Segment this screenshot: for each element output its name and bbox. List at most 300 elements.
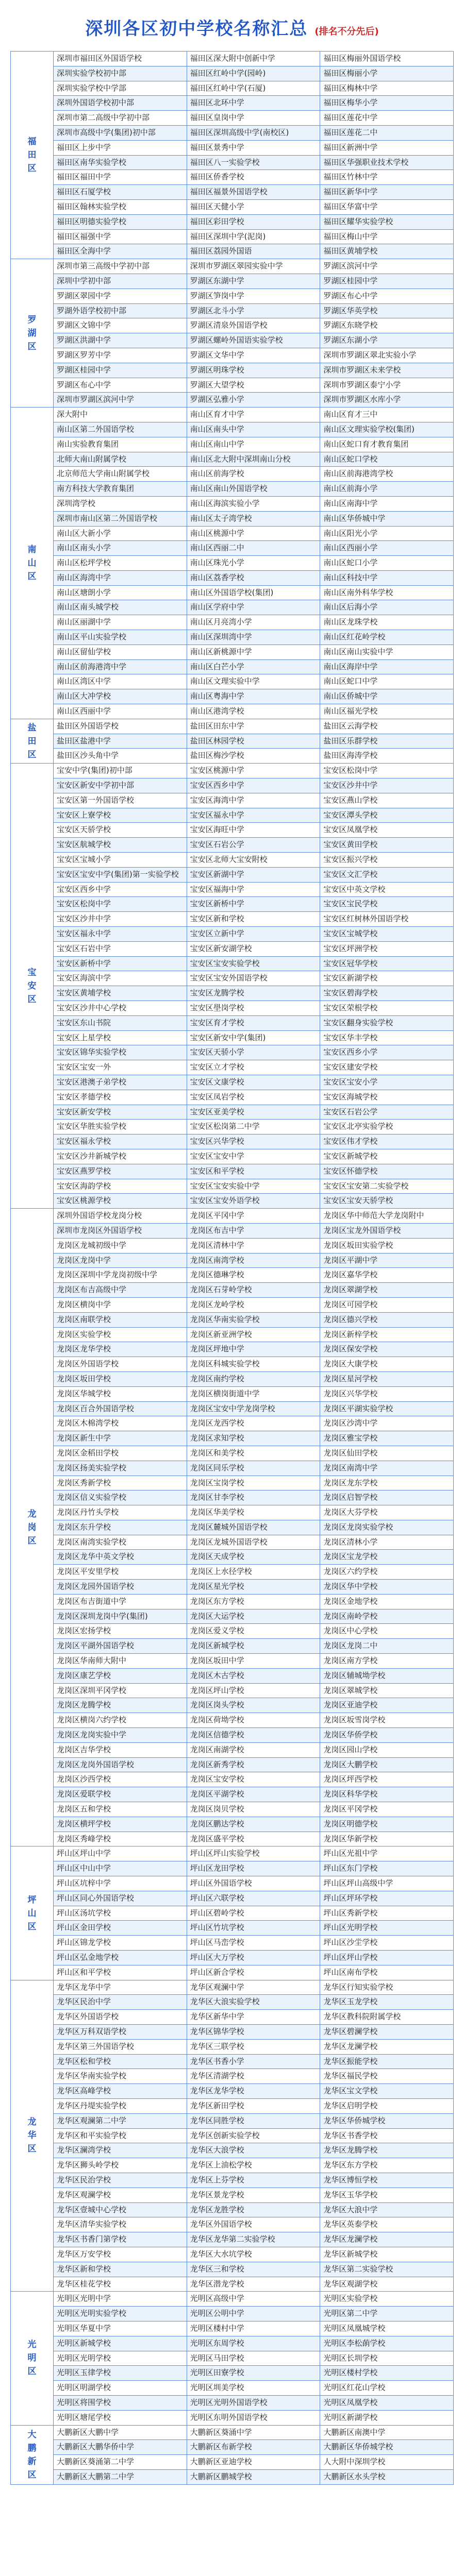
table-row bbox=[11, 2247, 454, 2262]
school-cell: 龙华区大浪学校 bbox=[187, 2143, 320, 2158]
school-cell: 南山区阳光小学 bbox=[320, 526, 454, 541]
school-cell: 龙岗区和美学校 bbox=[187, 1446, 320, 1461]
table-row bbox=[11, 823, 454, 838]
school-cell: 南山区前海港湾学校 bbox=[320, 467, 454, 482]
table-row bbox=[11, 2410, 454, 2425]
table-row bbox=[11, 793, 454, 808]
school-cell: 宝安区港澳子弟学校 bbox=[54, 1075, 187, 1090]
school-cell: 龙华区大浪中学 bbox=[320, 2202, 454, 2217]
table-row bbox=[11, 1327, 454, 1342]
school-cell: 南方科技大学教育集团 bbox=[54, 482, 187, 497]
school-cell: 龙华区玉龙学校 bbox=[320, 1995, 454, 2010]
table-row bbox=[11, 2469, 454, 2484]
school-cell: 龙岗区平冈学校 bbox=[320, 1802, 454, 1817]
table-row bbox=[11, 1565, 454, 1580]
school-cell: 宝安区亚美学校 bbox=[187, 1105, 320, 1120]
table-row bbox=[11, 897, 454, 912]
table-row bbox=[11, 2455, 454, 2470]
school-cell: 龙岗区星河学校 bbox=[320, 1371, 454, 1386]
school-cell: 龙岗区南约学校 bbox=[187, 1371, 320, 1386]
school-cell: 龙岗区大康学校 bbox=[320, 1357, 454, 1372]
school-cell: 龙岗区同乐学校 bbox=[187, 1461, 320, 1476]
school-cell: 福田区福景外国语学校 bbox=[187, 185, 320, 200]
school-cell: 龙华区观澜学校 bbox=[54, 2188, 187, 2202]
table-row bbox=[11, 437, 454, 452]
table-row bbox=[11, 2084, 454, 2099]
school-cell: 宝安区宝安外语学校 bbox=[187, 1194, 320, 1209]
school-cell: 坪山区大万学校 bbox=[187, 1951, 320, 1965]
school-cell: 坪山区新合学校 bbox=[187, 1965, 320, 1980]
school-cell: 龙岗区亚迪学校 bbox=[320, 1698, 454, 1713]
school-cell: 龙岗区翠湖学校 bbox=[320, 1283, 454, 1298]
school-cell: 龙岗区宝岗学校 bbox=[187, 1476, 320, 1490]
table-row bbox=[11, 2292, 454, 2307]
school-cell: 龙华区龙腾学校 bbox=[320, 2143, 454, 2158]
school-cell: 龙岗区宏扬学校 bbox=[54, 1624, 187, 1639]
table-row bbox=[11, 1921, 454, 1936]
school-cell: 大鹏新区亚迪学校 bbox=[187, 2455, 320, 2470]
school-cell: 龙岗区吉华学校 bbox=[54, 1742, 187, 1757]
school-cell: 龙华区教科院附属学校 bbox=[320, 2010, 454, 2025]
school-cell: 宝安区北师大宝安附校 bbox=[187, 853, 320, 868]
school-cell: 南山区留仙学校 bbox=[54, 645, 187, 659]
school-cell: 罗湖区笋岗中学 bbox=[187, 289, 320, 303]
school-cell: 宝安中学(集团)初中部 bbox=[54, 764, 187, 778]
table-row bbox=[11, 2173, 454, 2188]
school-cell: 坪山区六联学校 bbox=[187, 1891, 320, 1906]
school-cell: 福田区深圳中学(泥岗) bbox=[187, 229, 320, 244]
table-row bbox=[11, 808, 454, 823]
table-row bbox=[11, 630, 454, 645]
table-row bbox=[11, 2395, 454, 2410]
table-row bbox=[11, 704, 454, 719]
school-cell: 宝安区宝安天骄学校 bbox=[320, 1194, 454, 1209]
table-row bbox=[11, 1030, 454, 1045]
school-cell: 龙华区大水坑学校 bbox=[187, 2247, 320, 2262]
school-cell: 龙岗区龙腾学校 bbox=[54, 1698, 187, 1713]
school-cell: 龙岗区麓城外国语学校 bbox=[187, 1520, 320, 1535]
school-cell: 龙华区新田学校 bbox=[187, 2098, 320, 2113]
school-cell: 南山区南头小学 bbox=[54, 541, 187, 556]
school-cell: 深圳市福田区外国语学校 bbox=[54, 52, 187, 66]
table-row bbox=[11, 1268, 454, 1283]
school-cell: 坪山区沙坣学校 bbox=[320, 1936, 454, 1951]
school-cell: 龙岗区兴华学校 bbox=[320, 1386, 454, 1401]
table-row bbox=[11, 719, 454, 734]
school-cell: 盐田区海涛学校 bbox=[320, 749, 454, 764]
school-cell: 龙岗区石芽岭学校 bbox=[187, 1283, 320, 1298]
school-cell: 宝安区沙井新城学校 bbox=[54, 1149, 187, 1164]
school-cell: 龙华区书香门第学校 bbox=[54, 2232, 187, 2247]
school-cell: 龙华区三联学校 bbox=[187, 2039, 320, 2054]
school-cell: 光明区新城学校 bbox=[54, 2336, 187, 2351]
school-cell: 龙岗区深圳龙岗中学(集团) bbox=[54, 1609, 187, 1624]
school-cell: 宝安区上星学校 bbox=[54, 1030, 187, 1045]
school-cell: 龙岗区布吉街道中学 bbox=[54, 1594, 187, 1609]
school-cell: 福田区梅丽小学 bbox=[320, 66, 454, 81]
school-cell: 宝安区建安学校 bbox=[320, 1060, 454, 1075]
school-cell: 南山区文理实验中学 bbox=[187, 674, 320, 689]
school-cell: 龙岗区龙城外国语学校 bbox=[187, 1535, 320, 1550]
school-cell: 宝安区立才学校 bbox=[187, 1060, 320, 1075]
table-row bbox=[11, 941, 454, 956]
school-cell: 深圳市罗湖区翠北实验小学 bbox=[320, 348, 454, 363]
school-cell: 光明区凤凰学校 bbox=[320, 2395, 454, 2410]
school-cell: 龙岗区平湖学校 bbox=[187, 1787, 320, 1802]
school-cell: 南山区南头城学校 bbox=[54, 600, 187, 615]
school-cell: 宝安区坪洲学校 bbox=[320, 941, 454, 956]
district-label: 宝 安 区 bbox=[11, 764, 54, 1209]
school-cell: 深圳市高级中学(集团)初中部 bbox=[54, 125, 187, 140]
table-row bbox=[11, 1787, 454, 1802]
district-label: 坪 山 区 bbox=[11, 1846, 54, 1980]
school-cell: 罗湖外语学校初中部 bbox=[54, 303, 187, 318]
school-cell: 龙岗区龙西学校 bbox=[187, 1416, 320, 1431]
school-cell: 宝安区新安学校 bbox=[54, 1105, 187, 1120]
school-cell: 罗湖区明珠学校 bbox=[187, 363, 320, 378]
school-cell: 宝安区新湖中学 bbox=[187, 867, 320, 882]
table-row bbox=[11, 1060, 454, 1075]
school-cell: 罗湖区翠园中学 bbox=[54, 289, 187, 303]
school-cell: 福田区新洲中学 bbox=[320, 140, 454, 155]
school-cell: 光明区高级中学 bbox=[187, 2292, 320, 2307]
school-cell: 福田区黄埔学校 bbox=[320, 244, 454, 259]
school-cell: 宝安区宝安外国语学校 bbox=[187, 971, 320, 986]
school-cell: 宝安区文汇学校 bbox=[320, 867, 454, 882]
school-cell: 宝安区天骄小学 bbox=[187, 1045, 320, 1060]
school-cell: 宝安区潭头学校 bbox=[320, 808, 454, 823]
school-cell: 宝安区松岗中学 bbox=[54, 897, 187, 912]
school-cell: 龙岗区岗头学校 bbox=[187, 1698, 320, 1713]
table-row bbox=[11, 1654, 454, 1669]
school-cell: 福田区红岭中学(园岭) bbox=[187, 66, 320, 81]
table-row bbox=[11, 2217, 454, 2232]
table-row bbox=[11, 1194, 454, 1209]
district-label: 大 鹏 新 区 bbox=[11, 2425, 54, 2484]
school-cell: 宝安区燕山学校 bbox=[320, 793, 454, 808]
table-row bbox=[11, 2321, 454, 2336]
table-row bbox=[11, 1505, 454, 1520]
school-cell: 龙岗区木古学校 bbox=[187, 1668, 320, 1683]
school-cell: 宝安区孝德学校 bbox=[54, 1090, 187, 1105]
school-cell: 宝安区福永学校 bbox=[54, 1134, 187, 1149]
district-label: 南 山 区 bbox=[11, 408, 54, 719]
school-cell: 宝安区龙腾学校 bbox=[187, 986, 320, 1001]
school-cell: 龙岗区仙田学校 bbox=[320, 1446, 454, 1461]
district-label: 盐 田 区 bbox=[11, 719, 54, 763]
school-cell: 龙岗区求知学校 bbox=[187, 1431, 320, 1446]
table-row bbox=[11, 1550, 454, 1565]
school-cell: 龙华区第二实验学校 bbox=[320, 2262, 454, 2277]
school-cell: 福田区南华实验学校 bbox=[54, 155, 187, 170]
school-cell: 坪山区光明学校 bbox=[320, 1921, 454, 1936]
school-cell: 龙华区新城学校 bbox=[320, 2247, 454, 2262]
school-cell: 光明区圳美学校 bbox=[187, 2381, 320, 2396]
school-cell: 南山区大冲学校 bbox=[54, 689, 187, 704]
school-cell: 龙岗区龙岗实验学校 bbox=[320, 1520, 454, 1535]
school-cell: 宝安区北亭实验学校 bbox=[320, 1120, 454, 1134]
school-cell: 龙华区新和学校 bbox=[54, 2262, 187, 2277]
table-row bbox=[11, 408, 454, 422]
school-cell: 宝安区天骄学校 bbox=[54, 823, 187, 838]
school-cell: 宝安区宝安小学 bbox=[320, 1075, 454, 1090]
school-cell: 宝安区新桥中学 bbox=[187, 897, 320, 912]
district-label: 龙 华 区 bbox=[11, 1980, 54, 2292]
school-cell: 龙岗区华城学校 bbox=[54, 1386, 187, 1401]
school-cell: 深圳外国语学校龙岗分校 bbox=[54, 1209, 187, 1224]
school-cell: 光明区田寮学校 bbox=[187, 2366, 320, 2381]
school-cell: 罗湖区大望学校 bbox=[187, 378, 320, 393]
school-cell: 南山区松坪学校 bbox=[54, 556, 187, 571]
school-cell: 宝安区新和学校 bbox=[187, 912, 320, 927]
table-row bbox=[11, 1416, 454, 1431]
school-cell: 龙华区清华实验学校 bbox=[54, 2217, 187, 2232]
school-cell: 坪山区坑梓中学 bbox=[54, 1876, 187, 1891]
table-row bbox=[11, 1149, 454, 1164]
school-cell: 龙岗区南湾中学 bbox=[320, 1461, 454, 1476]
school-cell: 龙华区华南实验学校 bbox=[54, 2069, 187, 2084]
school-cell: 南山区西丽小学 bbox=[320, 541, 454, 556]
school-cell: 宝安区壆岗学校 bbox=[187, 1001, 320, 1016]
school-cell: 光明区光明中学 bbox=[54, 2292, 187, 2307]
school-cell: 宝安区东山书院 bbox=[54, 1015, 187, 1030]
school-cell: 光明区华夏中学 bbox=[54, 2321, 187, 2336]
table-row bbox=[11, 111, 454, 126]
school-cell: 深圳市龙岗区外国语学校 bbox=[54, 1223, 187, 1238]
school-cell: 龙华区碧澜学校 bbox=[320, 2024, 454, 2039]
school-cell: 光明区公明中学 bbox=[187, 2307, 320, 2321]
school-cell: 福田区莲花中学 bbox=[320, 111, 454, 126]
school-cell: 罗湖区布心中学 bbox=[320, 289, 454, 303]
table-row bbox=[11, 1357, 454, 1372]
school-cell: 福田区华强职业技术学校 bbox=[320, 155, 454, 170]
school-cell: 南山区蛇口学校 bbox=[320, 452, 454, 467]
school-cell: 龙岗区百合外国语学校 bbox=[54, 1401, 187, 1416]
school-cell: 宝安区新城学校 bbox=[320, 1149, 454, 1164]
school-cell: 光明区玉律学校 bbox=[54, 2366, 187, 2381]
district-label: 福 田 区 bbox=[11, 52, 54, 259]
school-cell: 罗湖区东晓学校 bbox=[320, 318, 454, 333]
school-cell: 龙岗区坂田中学 bbox=[187, 1654, 320, 1669]
table-row bbox=[11, 333, 454, 348]
school-table bbox=[10, 51, 454, 2485]
school-cell: 光明区红花山学校 bbox=[320, 2381, 454, 2396]
school-cell: 龙华区第三外国语学校 bbox=[54, 2039, 187, 2054]
school-cell: 龙岗区爱义学校 bbox=[187, 1624, 320, 1639]
school-cell: 宝安区西乡中学 bbox=[187, 778, 320, 793]
school-cell: 福田区福田中学 bbox=[54, 170, 187, 185]
table-row bbox=[11, 1772, 454, 1787]
school-cell: 南山区蛇口育才教育集团 bbox=[320, 437, 454, 452]
school-cell: 光明区将围学校 bbox=[54, 2395, 187, 2410]
school-cell: 深圳中学初中部 bbox=[54, 274, 187, 289]
school-cell: 南山区荔香学校 bbox=[187, 570, 320, 585]
school-cell: 光明区马田学校 bbox=[187, 2351, 320, 2366]
school-cell: 南山区珠光小学 bbox=[187, 556, 320, 571]
school-cell: 龙岗区德兴学校 bbox=[320, 1312, 454, 1327]
school-cell: 罗湖区滨河中学 bbox=[320, 259, 454, 274]
table-row bbox=[11, 1683, 454, 1698]
school-cell: 宝安区中英文学校 bbox=[320, 882, 454, 897]
school-cell: 龙岗区金稻田学校 bbox=[54, 1446, 187, 1461]
table-row bbox=[11, 1312, 454, 1327]
table-row bbox=[11, 749, 454, 764]
table-row bbox=[11, 764, 454, 778]
school-cell: 宝安区新安湖学校 bbox=[187, 941, 320, 956]
school-cell: 福田区彩田学校 bbox=[187, 214, 320, 229]
table-row bbox=[11, 2232, 454, 2247]
school-cell: 深圳市罗湖区泰宁小学 bbox=[320, 378, 454, 393]
table-row bbox=[11, 2024, 454, 2039]
table-row bbox=[11, 853, 454, 868]
school-cell: 南山区海岸中学 bbox=[320, 659, 454, 674]
page-title: 深圳各区初中学校名称汇总 bbox=[85, 19, 308, 39]
school-cell: 罗湖区桂园中学 bbox=[54, 363, 187, 378]
school-cell: 龙华区锦华学校 bbox=[187, 2024, 320, 2039]
school-cell: 福田区耀华实验学校 bbox=[320, 214, 454, 229]
school-cell: 南山区深圳湾中学 bbox=[187, 630, 320, 645]
table-row bbox=[11, 1580, 454, 1595]
school-cell: 龙华区行知实验学校 bbox=[320, 1980, 454, 1995]
table-row bbox=[11, 1179, 454, 1194]
school-cell: 南山区海滨实验小学 bbox=[187, 496, 320, 511]
school-cell: 福田区翰林实验学校 bbox=[54, 199, 187, 214]
school-cell: 龙华区外国语学校 bbox=[187, 2217, 320, 2232]
table-row bbox=[11, 867, 454, 882]
school-cell: 宝安区航城学校 bbox=[54, 838, 187, 853]
school-cell: 龙岗区沙西学校 bbox=[54, 1772, 187, 1787]
school-cell: 龙岗区平湖中学 bbox=[320, 1253, 454, 1268]
table-row bbox=[11, 2425, 454, 2440]
school-cell: 龙岗区龙岗外国语学校 bbox=[54, 1757, 187, 1772]
table-row bbox=[11, 1476, 454, 1490]
school-cell: 龙华区观澜中学 bbox=[187, 1980, 320, 1995]
school-cell: 大鹏新区布新学校 bbox=[187, 2440, 320, 2455]
table-row bbox=[11, 927, 454, 942]
school-cell: 深圳市罗湖区滨河中学 bbox=[54, 393, 187, 408]
school-cell: 宝安区海韵学校 bbox=[54, 1179, 187, 1194]
school-cell: 龙岗区龙岭学校 bbox=[187, 1297, 320, 1312]
district-label: 龙 岗 区 bbox=[11, 1209, 54, 1846]
table-row bbox=[11, 393, 454, 408]
school-cell: 南山区科技中学 bbox=[320, 570, 454, 585]
school-cell: 龙岗区平安里学校 bbox=[54, 1565, 187, 1580]
school-cell: 龙华区书香学校 bbox=[320, 2128, 454, 2143]
school-cell: 龙岗区大运学校 bbox=[187, 1609, 320, 1624]
school-cell: 龙岗区龙园外国语学校 bbox=[54, 1580, 187, 1595]
school-cell: 龙岗区华中学校 bbox=[320, 1580, 454, 1595]
table-row bbox=[11, 1832, 454, 1846]
school-cell: 龙岗区平湖实验学校 bbox=[320, 1401, 454, 1416]
school-cell: 罗湖区桂园中学 bbox=[320, 274, 454, 289]
table-row bbox=[11, 556, 454, 571]
school-cell: 龙华区龙华中学 bbox=[54, 1980, 187, 1995]
table-row bbox=[11, 1876, 454, 1891]
school-cell: 南山区外国语学校(集团) bbox=[187, 585, 320, 600]
school-cell: 宝安区新桥中学 bbox=[54, 956, 187, 971]
school-cell: 龙岗区扬美实验学校 bbox=[54, 1461, 187, 1476]
school-cell: 宝安区立新中学 bbox=[187, 927, 320, 942]
school-cell: 龙岗区中心学校 bbox=[320, 1624, 454, 1639]
school-cell: 坪山区坪环学校 bbox=[320, 1891, 454, 1906]
table-row bbox=[11, 229, 454, 244]
school-cell: 南山区育才中学 bbox=[187, 408, 320, 422]
table-row bbox=[11, 1742, 454, 1757]
table-row bbox=[11, 1802, 454, 1817]
school-cell: 龙华区宝文学校 bbox=[320, 2084, 454, 2099]
school-cell: 龙华区松和学校 bbox=[54, 2054, 187, 2069]
table-row bbox=[11, 1134, 454, 1149]
school-cell: 南山区太子湾学校 bbox=[187, 511, 320, 526]
school-cell: 龙岗区东升学校 bbox=[54, 1520, 187, 1535]
school-cell: 福田区新华中学 bbox=[320, 185, 454, 200]
table-row bbox=[11, 956, 454, 971]
school-cell: 龙岗区岗贝学校 bbox=[187, 1802, 320, 1817]
school-cell: 福田区景秀中学 bbox=[187, 140, 320, 155]
school-cell: 宝安区黄田学校 bbox=[320, 838, 454, 853]
table-row bbox=[11, 1936, 454, 1951]
school-cell: 深大附中 bbox=[54, 408, 187, 422]
school-cell: 宝安区新湖学校 bbox=[320, 971, 454, 986]
school-cell: 宝安区石岩中学 bbox=[54, 941, 187, 956]
school-cell: 宝安区和平学校 bbox=[187, 1164, 320, 1179]
school-cell: 龙华区书香小学 bbox=[187, 2054, 320, 2069]
school-cell: 坪山区汤坑学校 bbox=[54, 1906, 187, 1921]
school-cell: 南山区后海小学 bbox=[320, 600, 454, 615]
school-cell: 龙华区东方学校 bbox=[320, 2158, 454, 2173]
table-row bbox=[11, 1253, 454, 1268]
school-cell: 龙华区龙澜学校 bbox=[320, 2232, 454, 2247]
school-cell: 福田区天健小学 bbox=[187, 199, 320, 214]
school-cell: 福田区红岭中学(石厦) bbox=[187, 81, 320, 96]
school-cell: 宝安区海城学校 bbox=[320, 1090, 454, 1105]
table-row bbox=[11, 125, 454, 140]
school-cell: 南山区龙珠学校 bbox=[320, 615, 454, 630]
table-row bbox=[11, 52, 454, 66]
table-row bbox=[11, 452, 454, 467]
school-cell: 龙岗区新亚洲学校 bbox=[187, 1327, 320, 1342]
school-cell: 宝安区宝民学校 bbox=[320, 897, 454, 912]
table-row bbox=[11, 1446, 454, 1461]
school-cell: 宝安区红树林外国语学校 bbox=[320, 912, 454, 927]
school-cell: 光明区楼村学校 bbox=[320, 2366, 454, 2381]
school-cell: 南山区侨城中学 bbox=[320, 689, 454, 704]
table-row bbox=[11, 348, 454, 363]
school-cell: 坪山区坪山实验学校 bbox=[187, 1846, 320, 1861]
table-row bbox=[11, 1283, 454, 1298]
school-cell: 龙华区同胜学校 bbox=[187, 2113, 320, 2128]
school-cell: 龙岗区信德学校 bbox=[187, 1728, 320, 1743]
school-cell: 龙华区丹堤实验学校 bbox=[54, 2098, 187, 2113]
school-cell: 宝安区海湾中学 bbox=[187, 793, 320, 808]
school-cell: 南山区红花岭学校 bbox=[320, 630, 454, 645]
school-cell: 南山区学府中学 bbox=[187, 600, 320, 615]
school-cell: 光明区第二中学 bbox=[320, 2307, 454, 2321]
table-row bbox=[11, 2202, 454, 2217]
table-row bbox=[11, 526, 454, 541]
school-cell: 宝安区兴华学校 bbox=[187, 1134, 320, 1149]
school-cell: 福田区荔园外国语 bbox=[187, 244, 320, 259]
table-row bbox=[11, 259, 454, 274]
school-cell: 罗湖区螺岭外国语实验学校 bbox=[187, 333, 320, 348]
school-cell: 龙华区英泰学校 bbox=[320, 2217, 454, 2232]
table-row bbox=[11, 1698, 454, 1713]
school-cell: 宝安区第一外国语学校 bbox=[54, 793, 187, 808]
school-cell: 福田区华富中学 bbox=[320, 199, 454, 214]
table-row bbox=[11, 1342, 454, 1357]
school-cell: 龙岗区盛平学校 bbox=[187, 1832, 320, 1846]
table-row bbox=[11, 303, 454, 318]
